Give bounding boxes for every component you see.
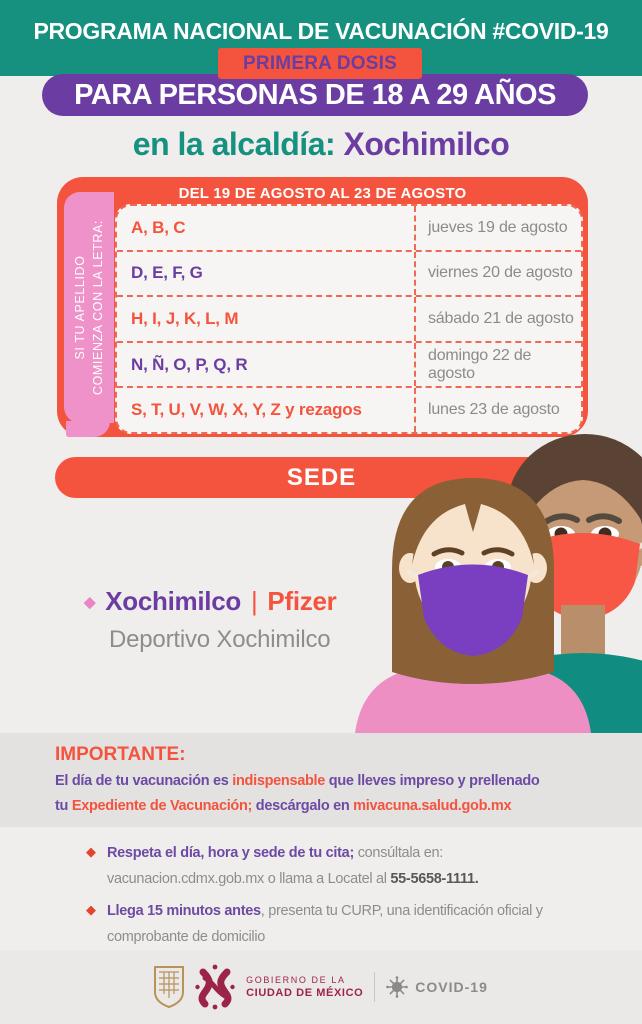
government-name	[246, 975, 363, 999]
letters-cell: S, T, U, V, W, X, Y, Z y rezagos	[131, 400, 362, 420]
letters-cell: D, E, F, G	[131, 263, 203, 283]
location-name: Xochimilco	[105, 586, 241, 616]
footer	[0, 950, 642, 1024]
audience-pill	[42, 74, 588, 116]
program-title: PROGRAMA NACIONAL DE VACUNACIÓN #COVID-19	[33, 17, 609, 44]
important-text-segment: descárgalo en	[252, 798, 354, 814]
important-text	[55, 769, 615, 819]
bullet-emphasis: Llega 15 minutos antes	[107, 903, 261, 919]
audience-pill-label: PARA PERSONAS DE 18 A 29 AÑOS	[74, 78, 556, 111]
date-cell: viernes 20 de agosto	[414, 252, 581, 296]
schedule-card	[57, 177, 588, 437]
people-illustration	[330, 420, 642, 733]
sidebar-tail	[66, 421, 110, 437]
table-row	[117, 343, 581, 389]
separator: |	[250, 586, 258, 616]
date-cell: sábado 21 de agosto	[414, 297, 581, 341]
letters-cell: H, I, J, K, L, M	[131, 308, 239, 328]
government-line2: CIUDAD DE MÉXICO	[246, 987, 364, 999]
bullet-item	[86, 840, 587, 892]
footer-divider	[374, 972, 375, 1002]
dose-badge	[218, 48, 422, 79]
covid-label: COVID-19	[415, 979, 488, 995]
important-section	[0, 733, 642, 827]
alcaldia-line	[0, 126, 642, 163]
sidebar-label-line2: COMIENZA CON LA LETRA:	[91, 219, 105, 396]
vaccine-name: Pfizer	[267, 586, 337, 616]
bullet-text-segment: consúltala en:	[353, 845, 443, 861]
table-row	[117, 297, 581, 343]
important-heading: IMPORTANTE:	[55, 744, 186, 765]
diamond-icon: ◆	[84, 593, 96, 611]
cdmx-logo-icon	[195, 964, 235, 1010]
locatel-phone: 55-5658-1111.	[390, 871, 479, 887]
important-text-segment: que lleves impreso y prellenado	[325, 773, 540, 789]
venue-name: Deportivo Xochimilco	[109, 626, 331, 653]
coat-of-arms-icon	[154, 966, 184, 1008]
date-cell: jueves 19 de agosto	[414, 206, 581, 250]
bullet-text-segment: , presenta tu CURP, una identificación oficial y	[260, 903, 543, 919]
alcaldia-prefix: en la alcaldía:	[132, 126, 344, 162]
table-row	[117, 252, 581, 298]
important-highlight: indispensable	[232, 773, 326, 789]
date-cell: domingo 22 de agosto	[414, 343, 581, 387]
sede-info	[84, 586, 336, 654]
alcaldia-name: Xochimilco	[343, 126, 510, 162]
important-highlight: Expediente de Vacunación;	[71, 798, 253, 814]
diamond-icon: ◆	[86, 844, 96, 859]
appointment-url: vacunacion.cdmx.gob.mx o llama a Locatel al	[107, 871, 391, 887]
letters-cell: N, Ñ, O, P, Q, R	[131, 354, 248, 374]
government-line1: GOBIERNO DE LA	[246, 975, 346, 985]
important-text-segment: El día de tu vacunación es	[55, 773, 233, 789]
schedule-table	[115, 204, 583, 434]
virus-icon	[386, 976, 408, 998]
table-row	[117, 206, 581, 252]
sede-banner-label: SEDE	[286, 463, 357, 491]
schedule-date-range: DEL 19 DE AGOSTO AL 23 DE AGOSTO	[178, 185, 467, 202]
sidebar-label-line1: SI TU APELLIDO	[73, 255, 87, 360]
bullet-item	[86, 898, 587, 950]
diamond-icon: ◆	[86, 902, 96, 917]
dose-badge-label: PRIMERA DOSIS	[243, 52, 397, 74]
date-cell: lunes 23 de agosto	[414, 388, 581, 432]
bullet-emphasis: Respeta el día, hora y sede de tu cita;	[107, 845, 354, 861]
important-text-segment: tu	[55, 798, 72, 814]
sidebar-vertical-label	[64, 192, 114, 423]
letters-cell: A, B, C	[131, 217, 186, 237]
covid-badge	[386, 976, 488, 998]
vaccine-record-url: mivacuna.salud.gob.mx	[353, 798, 512, 814]
bullet-text-segment: comprobante de domicilio	[107, 929, 266, 945]
